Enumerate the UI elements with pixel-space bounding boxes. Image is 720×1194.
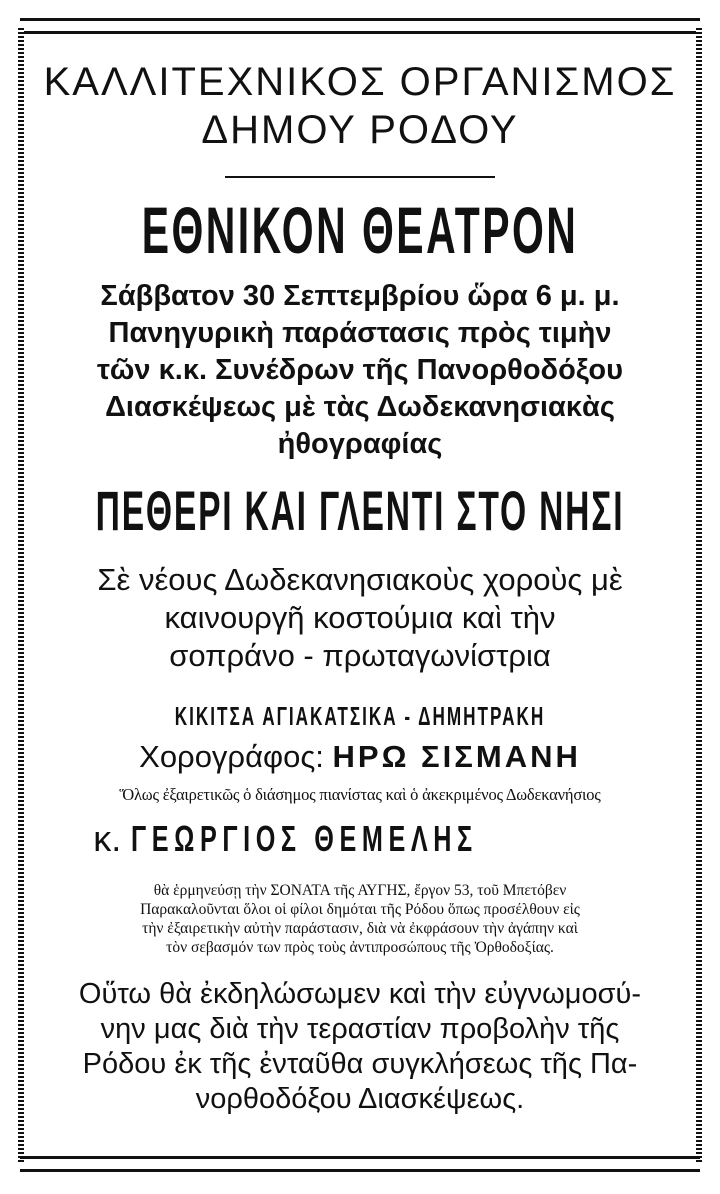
organization-line-2: ΔΗΜΟΥ ΡΟΔΟΥ (201, 108, 519, 152)
advertisement (30, 40, 690, 1117)
pianist-name: ΓΕΩΡΓΙΟΣ ΘΕΜΕΛΗΣ (131, 818, 479, 859)
closing-paragraph (30, 977, 690, 1117)
closing-line: νην μας διὰ τὴν τεραστίαν προβολὴν τῆς (100, 1013, 620, 1045)
left-border-rule (18, 28, 24, 1162)
dances-line: Σὲ νέους Δωδεκανησιακοὺς χοροὺς μὲ (97, 562, 623, 597)
sonata-line: τὸν σεβασμόν των πρὸς τοὺς ἀντιπροσώπους τῆς Ὀρθοδοξίας. (166, 939, 554, 956)
announcement-line: ἠθογραφίας (277, 428, 443, 460)
dances-line: σοπράνο - πρωταγωνίστρια (169, 638, 551, 673)
dances-line: καινουργῆ κοστούμια καὶ τὴν (164, 600, 556, 635)
closing-line: Οὕτω θὰ ἐκδηλώσωμεν καὶ τὴν εὐγνωμοσύ- (78, 978, 642, 1010)
play-title: ΠΕΘΕΡΙ ΚΑΙ ΓΛΕΝΤΙ ΣΤΟ ΝΗΣΙ (95, 479, 625, 542)
pianist-intro: Ὅλως ἐξαιρετικῶς ὁ διάσημος πιανίστας καὶ ὁ ἀκεκριμένος Δωδεκανήσιος (119, 785, 601, 804)
closing-line: νορθοδόξου Διασκέψεως. (195, 1083, 525, 1115)
pianist-prefix: κ. (93, 818, 122, 859)
dances-description (30, 561, 690, 675)
divider (225, 176, 495, 178)
theatre-title: ΕΘΝΙΚΟΝ ΘΕΑΤΡΟΝ (141, 193, 579, 267)
organization-line-1: ΚΑΛΛΙΤΕΧΝΙΚΟΣ ΟΡΓΑΝΙΣΜΟΣ (43, 60, 677, 104)
announcement-line: Σάββατον 30 Σεπτεμβρίου ὥρα 6 μ. μ. (100, 280, 620, 312)
announcement (30, 278, 690, 463)
sonata-line: θὰ ἑρμηνεύσῃ τὴν ΣΟΝΑΤΑ τῆς ΑΥΓΗΣ, ἔργον 53, τοῦ Μπετόβεν (153, 882, 567, 899)
sonata-line: Παρακαλοῦνται ὅλοι οἱ φίλοι δημόται τῆς Ρόδου ὅπως προσέλθουν εἰς (140, 901, 580, 918)
announcement-line: Διασκέψεως μὲ τὰς Δωδεκανησιακὰς (105, 391, 615, 423)
choreographer-label: Χορογράφος: (139, 739, 324, 774)
choreographer-name: ΗΡΩ ΣΙΣΜΑΝΗ (332, 739, 581, 774)
sonata-note (30, 881, 690, 957)
top-border-rule (20, 18, 700, 34)
sonata-line: τὴν ἐξαιρετικὴν αὐτὴν παράστασιν, διὰ νὰ ἐκφράσουν τὴν ἀγάπην καὶ (142, 920, 578, 937)
announcement-line: τῶν κ.κ. Συνέδρων τῆς Πανορθοδόξου (96, 354, 624, 386)
announcement-line: Πανηγυρικὴ παράστασις πρὸς τιμὴν (108, 317, 612, 349)
bottom-border-rule (20, 1156, 700, 1172)
closing-line: Ρόδου ἐκ τῆς ἐνταῦθα συγκλήσεως τῆς Πα- (82, 1048, 638, 1080)
organization-heading (30, 58, 690, 154)
singers-names: ΚΙΚΙΤΣΑ ΑΓΙΑΚΑΤΣΙΚΑ - ΔΗΜΗΤΡΑΚΗ (174, 701, 546, 731)
pianist (30, 815, 690, 863)
right-border-rule (696, 28, 702, 1162)
choreographer (30, 737, 690, 777)
